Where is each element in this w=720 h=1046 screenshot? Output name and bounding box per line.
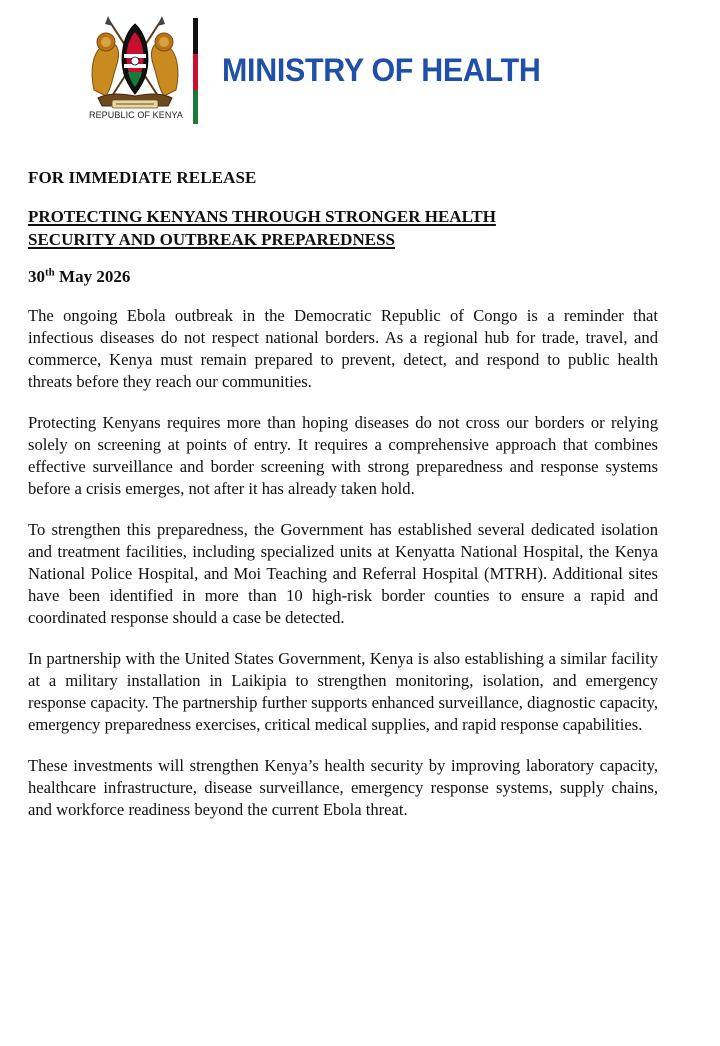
flag-color-bar [193,18,198,124]
flag-red-segment [193,54,198,90]
headline-line-1: PROTECTING KENYANS THROUGH STRONGER HEALTH [28,207,496,226]
ministry-title: MINISTRY OF HEALTH [222,52,541,88]
flag-green-segment [193,90,198,124]
headline-line-2: SECURITY AND OUTBREAK PREPAREDNESS [28,230,395,249]
flag-black-segment [193,18,198,54]
paragraph: Protecting Kenyans requires more than hoping diseases do not cross our borders or relying solely on screening at points of entry. It requires a comprehensive approach that combines effective surveillance and border screening with strong preparedness and response systems before a crisis emerges, not after it has already taken hold. [28,413,658,498]
paragraph: The ongoing Ebola outbreak in the Democratic Republic of Congo is a reminder that infectious diseases do not respect national borders. As a regional hub for trade, travel, and commerce, Kenya must remain prepared to prevent, detect, and respond to public health threats before they reach our communities. [28,306,658,391]
date-rest: May 2026 [59,267,131,286]
date-day: 30 [28,267,45,286]
paragraph: To strengthen this preparedness, the Government has established several dedicated isolation and treatment facilities, including specialized units at Kenyatta National Hospital, the Kenya National Police Hospital, and Moi Teaching and Referral Hospital (MTRH). Additional sites have been identified in more than 10 high-risk border counties to ensure a rapid and coordinated response should a case be detected. [28,520,658,627]
release-date [28,267,658,287]
press-release-body [28,168,658,840]
release-label: FOR IMMEDIATE RELEASE [28,168,257,187]
republic-of-kenya-caption: REPUBLIC OF KENYA [88,110,184,120]
paragraph: In partnership with the United States Government, Kenya is also establishing a similar facility at a military installation in Laikipia to strengthen monitoring, isolation, and emergency response capacity. The partnership further supports enhanced surveillance, diagnostic capacity, emergency preparedness exercises, critical medical supplies, and rapid response capabilities. [28,649,658,734]
date-suffix: th [45,266,55,279]
headline [28,205,658,251]
letterhead [0,0,720,135]
paragraph: These investments will strengthen Kenya’s health security by improving laboratory capacity, healthcare infrastructure, disease surveillance, emergency response systems, supply chains, and workforce readiness beyond the current Ebola threat. [28,756,658,819]
